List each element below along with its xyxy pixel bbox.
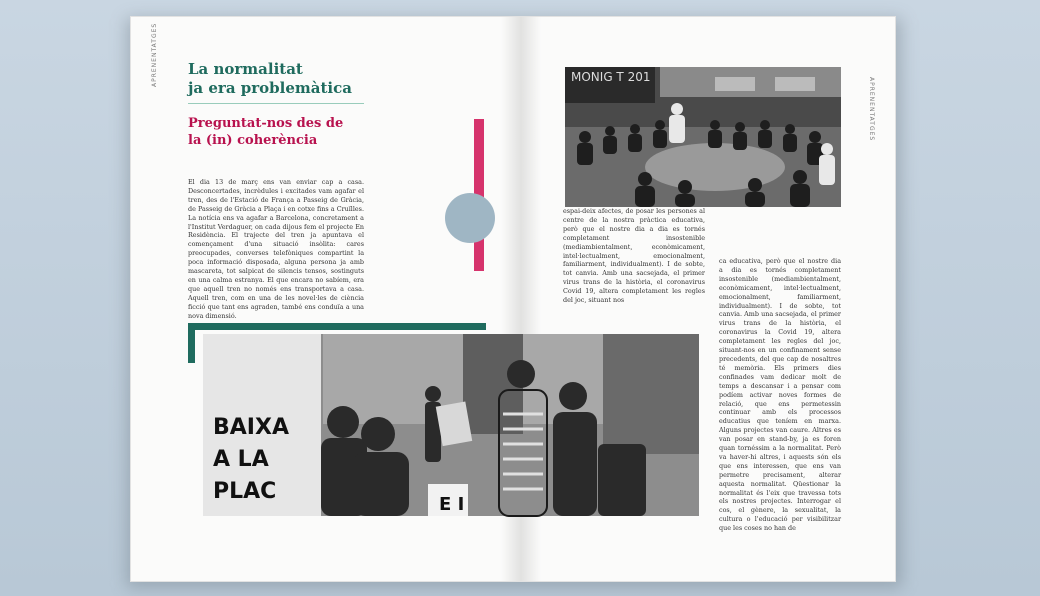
- photo-sign-line-1: BAIXA: [213, 415, 289, 440]
- article-title: La normalitat ja era problemàtica: [188, 60, 352, 97]
- title-underline: [188, 103, 364, 104]
- photo-top-sign-line-1: MONIG T 201: [571, 70, 651, 84]
- photo-sign-line-3: PLAC: [213, 479, 277, 504]
- body-column-1: El dia 13 de març ens van enviar cap a casa. Desconcertades, incrèdules i excitades vam agafar el tren, des de l'Estació de França a Passeig de Gràcia, de Passeig de Gràcia a Plaça i en cotxe fins a Cruïlles. La notícia ens va agafar a Barcelona, concretament a l'Institut Verdaguer, on cada dijous fem el projecte En Residència. El trajecte del tren ja apuntava el començament d'una situació insòlita: cares preocupades, converses telefòniques compartint la poca informació disposada, alguna persona ja amb mascareta, tot salpicat de silencis tensos, sostinguts en una calma estranya. El que encara no sabíem, era que aquell tren no només ens transportava a casa. Aquell tren, com en una de les novel·les de ciència ficció que tant ens agraden, també ens conduïa a una nova dimensió.: [188, 178, 364, 320]
- blue-accent-circle: [445, 193, 495, 243]
- running-header-right: APRENENTATGES: [868, 77, 875, 142]
- photo-sign-line-2: A LA: [213, 447, 269, 472]
- photo-classroom-circle: [565, 67, 841, 207]
- body-column-2: espai-deix afectes, de posar les persones al centre de la nostra pràctica educativa, però que el nostre dia a dia es tornés completament insostenible (mediambientalment, econòmicament, intel·lectualment, emocionalment, familiarment, individualment). I de sobte, tot canvia. Amb una sacsejada, el primer virus trans de la història, el coronavirus Covid 19, altera completament les regles del joc, situant nos: [563, 207, 705, 305]
- teal-accent-vertical: [188, 323, 195, 363]
- body-column-3: ca educativa, però que el nostre dia a dia es tornés completament insostenible (mediambientalment, econòmicament, intel·lectualment, emocionalment, familiarment, individualment). I de sobte, tot canvia. Amb una sacsejada, el primer virus trans de la història, el coronavirus la Covid 19, altera completament les regles del joc, situant-nos en un confinament sense precedents, del que cap de nosaltres té memòria. Els primers dies confinades vam dedicar molt de temps a descansar i a pensar com podíem activar noves formes de relació, que ens permetessin continuar amb els processos educatius que teníem en marxa. Alguns projectes van caure. Altres es van posar en stand-by, ja es foren quan tornéssim a la normalitat. Però va haver-hi altres, i aquests són els que ens interessen, que ens van permetre precisament, alterar aquesta normalitat. Qüestionar la normalitat és l'eix que travessa tots els nostres projectes. Interrogar el cos, el gènere, la sexualitat, la cultura o l'educació per visibilitzar que les coses no han de: [719, 257, 841, 533]
- photo-street-event: [203, 334, 699, 516]
- photo-sign-right: E I: [439, 494, 465, 515]
- magazine-spread: [130, 16, 896, 582]
- running-header-left: APRENENTATGES: [151, 22, 158, 87]
- article-subtitle: Preguntat-nos des de la (in) coherència: [188, 116, 344, 148]
- teal-accent-horizontal: [188, 323, 486, 330]
